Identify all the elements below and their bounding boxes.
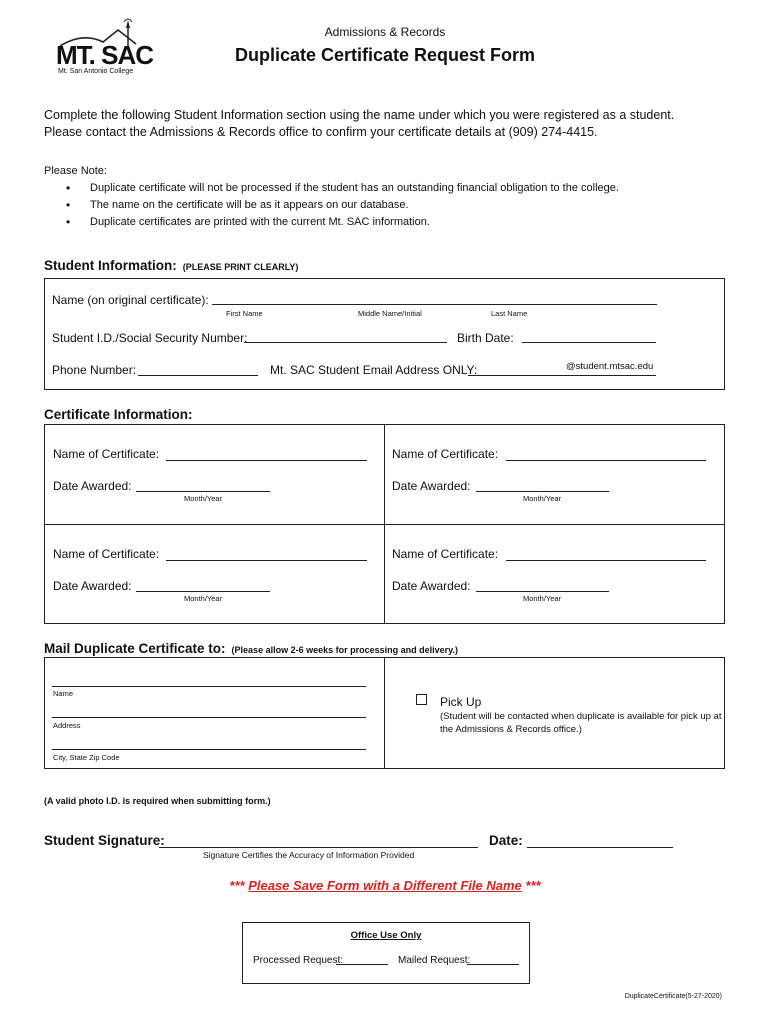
mail-note: (Please allow 2-6 weeks for processing and delivery.) — [231, 645, 458, 655]
processed-request-label: Processed Request: — [253, 955, 344, 966]
certificate-name-label: Name of Certificate: — [392, 447, 499, 461]
student-info-note: (PLEASE PRINT CLEARLY) — [182, 262, 299, 272]
middle-name-caption: Middle Name/Initial — [358, 309, 422, 318]
save-notice-prefix: *** — [229, 878, 245, 893]
mail-heading — [44, 641, 458, 656]
logo-wordmark: MT. SAC — [56, 40, 153, 70]
email-label: Mt. SAC Student Email Address ONLY: — [270, 363, 478, 377]
student-info-heading — [44, 258, 298, 273]
note-item: • Duplicate certificates are printed with the current Mt. SAC information. — [44, 214, 619, 231]
logo-subtitle: Mt. San Antonio College — [58, 68, 134, 75]
certificate-name-label: Name of Certificate: — [392, 547, 499, 561]
certificate-name-field[interactable] — [506, 547, 706, 561]
mail-title: Mail Duplicate Certificate to: — [44, 641, 226, 656]
save-notice-text: Please Save Form with a Different File Name — [248, 878, 522, 893]
student-info-title: Student Information: — [44, 258, 177, 273]
form-revision: DuplicateCertificate(5-27-2020) — [624, 993, 722, 1000]
student-id-field[interactable] — [244, 329, 447, 343]
note-item: • Duplicate certificate will not be processed if the student has an outstanding financial obligation to the college. — [44, 180, 619, 197]
note-list — [44, 180, 619, 231]
note-heading: Please Note: — [44, 165, 107, 177]
mail-name-caption: Name — [53, 689, 74, 698]
intro-line-1: Complete the following Student Information section using the name under which you were registered as a student. — [44, 108, 675, 122]
birth-date-field[interactable] — [522, 329, 656, 343]
mail-divider — [384, 657, 385, 769]
mailed-request-field[interactable] — [467, 953, 519, 965]
phone-field[interactable] — [138, 362, 258, 376]
signature-note: Signature Certifies the Accuracy of Information Provided — [203, 850, 415, 860]
month-year-caption: Month/Year — [184, 594, 223, 603]
pickup-note-2: the Admissions & Records office.) — [440, 724, 582, 735]
save-notice — [0, 878, 770, 893]
mail-name-field[interactable] — [52, 673, 366, 687]
month-year-caption: Month/Year — [184, 494, 223, 503]
pickup-label: Pick Up — [440, 695, 482, 709]
date-awarded-label: Date Awarded: — [392, 579, 471, 593]
month-year-caption: Month/Year — [523, 594, 562, 603]
certificate-name-field[interactable] — [506, 447, 706, 461]
month-year-caption: Month/Year — [523, 494, 562, 503]
certificate-name-label: Name of Certificate: — [53, 447, 160, 461]
intro-line-2: Please contact the Admissions & Records office to confirm your certificate details at (909) 274-4415. — [44, 125, 598, 139]
signature-label: Student Signature: — [44, 833, 165, 848]
certificate-grid-divider — [44, 524, 725, 525]
mail-address-caption: Address — [53, 721, 81, 730]
mailed-request-label: Mailed Request: — [398, 955, 471, 966]
email-suffix: @student.mtsac.edu — [566, 361, 654, 372]
mail-city-caption: City, State Zip Code — [53, 753, 120, 762]
student-name-field[interactable] — [212, 291, 657, 305]
processed-request-field[interactable] — [336, 953, 388, 965]
save-notice-suffix: *** — [525, 878, 541, 893]
phone-label: Phone Number: — [52, 363, 137, 377]
first-name-caption: First Name — [226, 309, 263, 318]
signature-date-label: Date: — [489, 833, 523, 848]
form-title: Duplicate Certificate Request Form — [234, 45, 536, 65]
pickup-note-1: (Student will be contacted when duplicate is available for pick up at — [440, 711, 722, 722]
mail-address-field[interactable] — [52, 704, 366, 718]
date-awarded-field[interactable] — [136, 578, 270, 592]
certificate-name-field[interactable] — [166, 447, 367, 461]
department-name: Admissions & Records — [324, 25, 446, 39]
certificate-name-field[interactable] — [166, 547, 367, 561]
mail-city-field[interactable] — [52, 736, 366, 750]
pickup-checkbox[interactable] — [416, 694, 427, 705]
date-awarded-label: Date Awarded: — [53, 479, 132, 493]
certificate-info-heading: Certificate Information: — [44, 407, 193, 422]
signature-date-field[interactable] — [527, 834, 673, 848]
birth-date-label: Birth Date: — [457, 331, 514, 345]
date-awarded-field[interactable] — [476, 578, 609, 592]
last-name-caption: Last Name — [491, 309, 528, 318]
signature-field[interactable] — [159, 834, 478, 848]
student-id-label: Student I.D./Social Security Number: — [52, 331, 248, 345]
certificate-name-label: Name of Certificate: — [53, 547, 160, 561]
note-item: • The name on the certificate will be as it appears on our database. — [44, 197, 619, 214]
date-awarded-field[interactable] — [476, 478, 609, 492]
date-awarded-label: Date Awarded: — [392, 479, 471, 493]
date-awarded-field[interactable] — [136, 478, 270, 492]
name-label: Name (on original certificate): — [52, 293, 209, 307]
photo-id-note: (A valid photo I.D. is required when submitting form.) — [44, 796, 271, 806]
office-use-heading: Office Use Only — [350, 930, 422, 941]
date-awarded-label: Date Awarded: — [53, 579, 132, 593]
